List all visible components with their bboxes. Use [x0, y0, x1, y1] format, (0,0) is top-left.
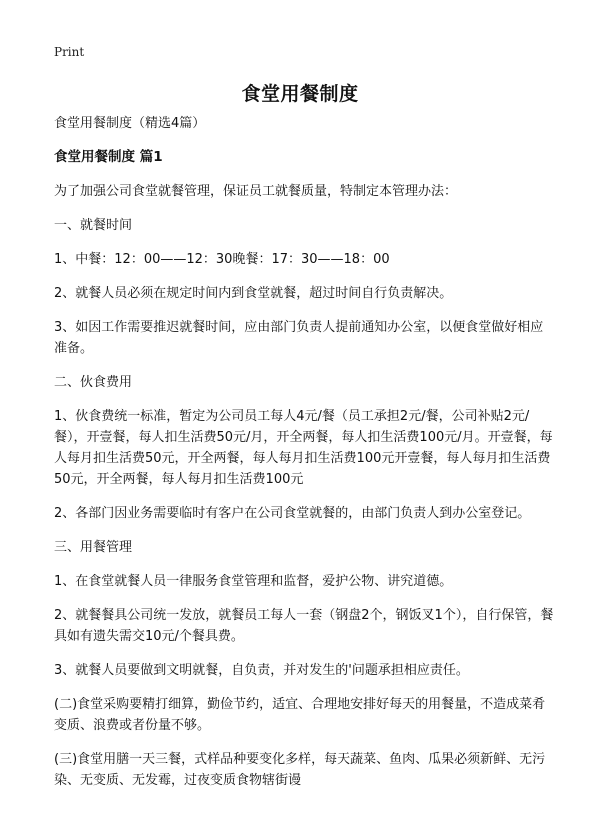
- paragraph-meal-fees-2: 2、各部门因业务需要临时有客户在公司食堂就餐的，由部门负责人到办公室登记。: [54, 506, 531, 521]
- paragraph-meal-time-3: 3、如因工作需要推迟就餐时间，应由部门负责人提前通知办公室，以便食堂做好相应准备。: [54, 320, 544, 356]
- paragraph-management-4: (二)食堂采购要精打细算，勤俭节约，适宜、合理地安排好每天的用餐量，不造成菜肴变质、浪费或者份量不够。: [54, 697, 546, 733]
- paragraph-management-2: 2、就餐餐具公司统一发放，就餐员工每人一套（钢盘2个，钢饭叉1个），自行保管，餐具如有遗失需交10元/个餐具费。: [54, 608, 554, 644]
- section-heading: 食堂用餐制度 篇1: [54, 149, 163, 165]
- heading-meal-fees: 二、伙食费用: [54, 375, 133, 390]
- print-label: Print: [54, 45, 85, 59]
- paragraph-meal-time-2: 2、就餐人员必须在规定时间内到食堂就餐，超过时间自行负责解决。: [54, 286, 453, 301]
- paragraph-management-3: 3、就餐人员要做到文明就餐，自负责，并对发生的'问题承担相应责任。: [54, 663, 469, 678]
- paragraph-meal-time-1: 1、中餐：12：00——12：30晚餐：17：30——18：00: [54, 252, 390, 267]
- paragraph-management-1: 1、在食堂就餐人员一律服务食堂管理和监督，爱护公物、讲究道德。: [54, 574, 453, 589]
- heading-meal-management: 三、用餐管理: [54, 540, 133, 555]
- document-subtitle: 食堂用餐制度（精选4篇）: [54, 116, 206, 131]
- page-title: 食堂用餐制度: [241, 83, 359, 105]
- heading-meal-time: 一、就餐时间: [54, 218, 133, 233]
- paragraph-management-5: (三)食堂用膳一天三餐，式样品种要变化多样，每天蔬菜、鱼肉、瓜果必须新鲜、无污染、无变质、无发霉，过夜变质食物辖街谩: [54, 752, 546, 788]
- paragraph-intro: 为了加强公司食堂就餐管理，保证员工就餐质量，特制定本管理办法：: [54, 184, 458, 199]
- paragraph-meal-fees-1: 1、伙食费统一标准，暂定为公司员工每人4元/餐（员工承担2元/餐，公司补贴2元/餐），开壹餐，每人扣生活费50元/月，开全两餐，每人扣生活费100元/月。开壹餐，每人每月扣生活费50元，开全两餐，每人每月扣生活费100元开壹餐，每人每月扣生活费50元，开全两餐，每人每月扣生活费100元: [54, 409, 553, 487]
- document-body: [54, 113, 554, 804]
